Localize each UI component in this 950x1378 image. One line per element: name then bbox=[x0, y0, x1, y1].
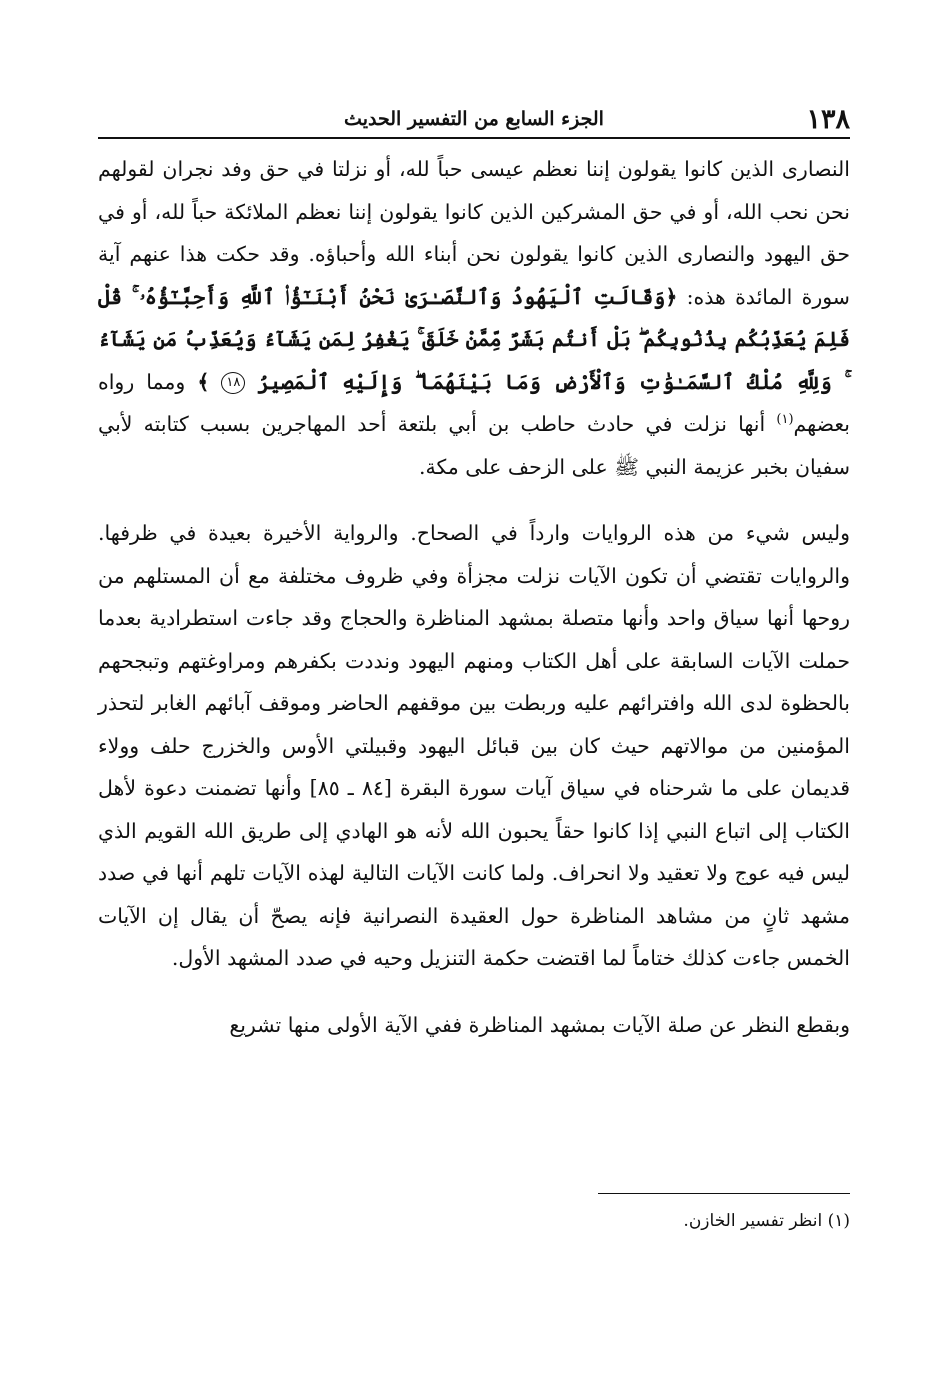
footnote-number: (١) bbox=[827, 1211, 850, 1231]
header-rule bbox=[98, 137, 850, 139]
main-text bbox=[98, 148, 850, 1046]
paragraph-1 bbox=[98, 148, 850, 488]
paragraph-1-continuation: ومما رواه بعضهم bbox=[98, 369, 850, 436]
footnote bbox=[98, 1206, 850, 1236]
paragraph-1-intro: النصارى الذين كانوا يقولون إننا نعظم عيسى حباً لله، أو نزلتا في حق وفد نجران لقولهم نحن نحب الله، أو في حق المشركين الذين كانوا يقولون إننا نعظم الملائكة حباً لله، أو في حق اليهود والنصارى الذين كانوا يقولون نحن أبناء الله وأحباؤه. وقد حكت هذا عنهم آية سورة المائدة هذه: bbox=[98, 157, 850, 309]
paragraph-3: وبقطع النظر عن صلة الآيات بمشهد المناظرة ففي الآية الأولى منها تشريع bbox=[229, 1012, 850, 1037]
paragraph-2: وليس شيء من هذه الروايات وارداً في الصحاح. والرواية الأخيرة بعيدة في ظرفها. والروايات تقتضي أن تكون الآيات نزلت مجزأة وفي ظروف مختلفة مع أن المستلهم من روحها أنها سياق واحد وأنها متصلة بمشهد المناظرة والحجاج وقد جاءت استطرادية بعدما حملت الآيات السابقة على أهل الكتاب ومنهم اليهود ونددت بكفرهم ومراوغتهم وتبجحهم بالحظوة لدى الله وافترائهم عليه وربطت بين موقفهم الحاضر وموقف آبائهم الغابر لتحذر المؤمنين من موالاتهم حيث كان بين قبائل اليهود وقبيلتي الأوس والخزرج حلف وولاء قديمان على ما شرحناه في سياق آيات سورة البقرة [٨٤ ـ ٨٥] وأنها تضمنت دعوة لأهل الكتاب إلى اتباع النبي إذا كانوا حقاً يحبون الله لأنه هو الهادي إلى طريق الله القويم الذي ليس فيه عوج ولا تعقيد ولا انحراف. ولما كانت الآيات التالية لهذه الآيات تلهم أنها في صدد مشهد ثانٍ من مشاهد المناظرة حول العقيدة النصرانية فإنه يصحّ أن يقال إن الآيات الخمس جاءت كذلك ختاماً لما اقتضت حكمة التنزيل وحيه في صدد المشهد الأول. bbox=[98, 521, 851, 970]
quran-close-bracket: ﴾ bbox=[197, 369, 210, 394]
footnote-rule bbox=[598, 1193, 850, 1194]
ayah-number-marker: ١٨ bbox=[221, 372, 245, 394]
footnote-reference[interactable]: (١) bbox=[776, 412, 794, 428]
page-header bbox=[98, 98, 850, 138]
footnote-text: انظر تفسير الخازن. bbox=[683, 1211, 823, 1231]
paragraph-1-ending: أنها نزلت في حادث حاطب بن أبي بلتعة أحد المهاجرين بسبب كتابته لأبي سفيان بخبر عزيمة النبي ﷺ على الزحف على مكة. bbox=[98, 412, 850, 479]
running-title: الجزء السابع من التفسير الحديث bbox=[344, 108, 604, 130]
quran-verse: ﴿وَقَالَتِ ٱلْيَهُودُ وَٱلنَّصَـٰرَىٰ نَحْنُ أَبْنَـٰٓؤُا۟ ٱللَّهِ وَأَحِبَّـٰٓؤُهُۥ ۚ قُلْ فَلِمَ يُعَذِّبُكُم بِذُنُوبِكُم ۖ بَلْ أَنتُم بَشَرٌ مِّمَّنْ خَلَقَ ۚ يَغْفِرُ لِمَن يَشَآءُ وَيُعَذِّبُ مَن يَشَآءُ ۚ وَلِلَّهِ مُلْكُ ٱلسَّمَـٰوَٰتِ وَٱلْأَرْضِ وَمَا بَيْنَهُمَا ۖ وَإِلَيْهِ ٱلْمَصِيرُ bbox=[98, 284, 850, 394]
page-number: ١٣٨ bbox=[806, 104, 850, 135]
